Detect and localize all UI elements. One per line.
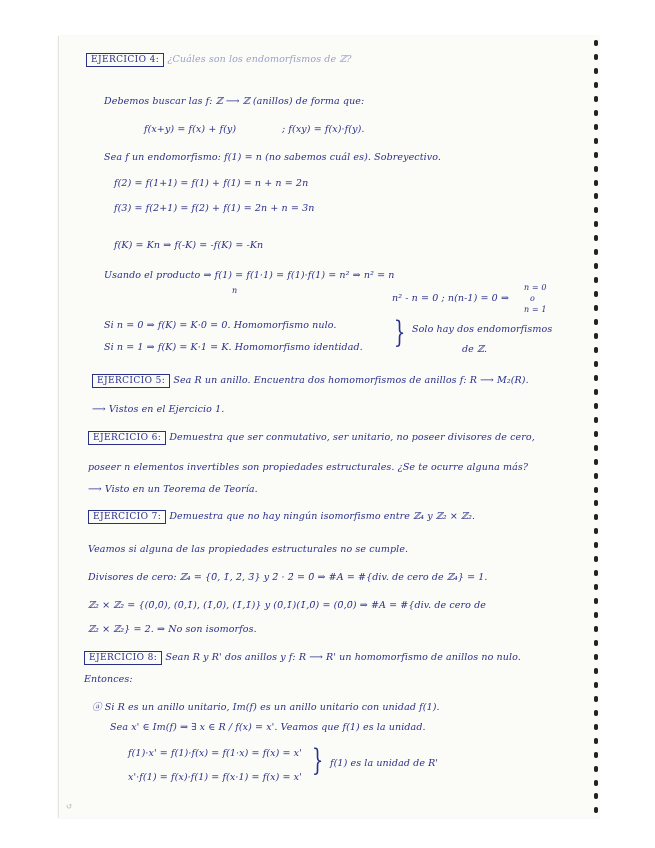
- subscript-n: n: [232, 286, 238, 295]
- text-line: Sea x' ∈ Im(f) ⇒ ∃ x ∈ R / f(x) = x'. Veamos que f(1) es la unidad.: [110, 722, 426, 733]
- conclusion-line: Solo hay dos endomorfismos: [412, 324, 553, 335]
- exercise-8-header: [84, 652, 521, 663]
- conclusion-line: de ℤ.: [462, 344, 488, 355]
- formula-line: x'·f(1) = f(x)·f(1) = f(x·1) = f(x) = x': [128, 772, 302, 783]
- exercise-4-header: [86, 54, 352, 65]
- text-line: poseer n elementos invertibles son propiedades estructurales. ¿Se te ocurre alguna más?: [88, 462, 529, 473]
- formula-line: f(3) = f(2+1) = f(2) + f(1) = 2n + n = 3n: [114, 203, 315, 214]
- exercise-6-header: [88, 432, 535, 443]
- formula-line: f(2) = f(1+1) = f(1) + f(1) = n + n = 2n: [114, 178, 309, 189]
- brace: }: [393, 315, 406, 350]
- formula-line: ℤ₂ × ℤ₂} = 2. ⇒ No son isomorfos.: [88, 624, 257, 635]
- exercise-4-question: ¿Cuáles son los endomorfismos de ℤ?: [167, 54, 352, 65]
- brace: }: [311, 743, 324, 778]
- exercise-6-statement: Demuestra que ser conmutativo, ser unitario, no poseer divisores de cero,: [169, 432, 535, 443]
- formula-line: Usando el producto ⇒ f(1) = f(1·1) = f(1)·f(1) = n² ⇒ n² = n: [104, 270, 395, 281]
- text-line: ⟶ Visto en un Teorema de Teoría.: [88, 484, 258, 495]
- text-line: Sea f un endomorfismo: f(1) = n (no sabemos cuál es). Sobreyectivo.: [104, 152, 442, 163]
- exercise-7-label: EJERCICIO 7:: [88, 510, 166, 524]
- exercise-7-statement: Demuestra que no hay ningún isomorfismo entre ℤ₄ y ℤ₂ × ℤ₂.: [169, 511, 476, 522]
- page-corner-mark: ↺: [66, 802, 73, 811]
- exercise-5-header: [92, 375, 529, 386]
- formula-line: Divisores de cero: ℤ₄ = {0̄, 1̄, 2̄, 3̄} y 2̄ · 2̄ = 0̄ ⇒ #A = #{div. de cero de ℤ₄} = 1.: [88, 572, 488, 583]
- text-line: Veamos si alguna de las propiedades estructurales no se cumple.: [88, 544, 409, 555]
- case-n0: Si n = 0 ⇒ f(K) = K·0 = 0. Homomorfismo nulo.: [104, 320, 337, 331]
- exercise-7-header: [88, 511, 475, 522]
- solution-n0: n = 0: [524, 283, 547, 292]
- text-line: ⓐ Si R es un anillo unitario, Im(f) es un anillo unitario con unidad f(1).: [92, 702, 440, 713]
- text-line: Entonces:: [84, 674, 133, 685]
- formula-line: n² - n = 0 ; n(n-1) = 0 ⇒: [392, 293, 510, 304]
- formula-line: ℤ₂ × ℤ₂ = {(0̄,0̄), (0̄,1̄), (1̄,0̄), (1̄,1̄)} y (0̄,1̄)(1̄,0̄) = (0̄,0̄) ⇒ #A = #{div. de cero de: [88, 600, 487, 611]
- conclusion-line: f(1) es la unidad de R': [330, 758, 439, 769]
- formula-product: ; f(xy) = f(x)·f(y).: [282, 124, 365, 135]
- formula-sum: f(x+y) = f(x) + f(y): [144, 124, 237, 135]
- solution-or: o: [530, 294, 535, 303]
- case-n1: Si n = 1 ⇒ f(K) = K·1 = K. Homomorfismo identidad.: [104, 342, 363, 353]
- exercise-5-label: EJERCICIO 5:: [92, 374, 170, 388]
- exercise-8-statement: Sean R y R' dos anillos y f: R ⟶ R' un homomorfismo de anillos no nulo.: [165, 652, 521, 663]
- text-line: ⟶ Vistos en el Ejercicio 1.: [92, 404, 225, 415]
- exercise-6-label: EJERCICIO 6:: [88, 431, 166, 445]
- exercise-8-label: EJERCICIO 8:: [84, 651, 162, 665]
- exercise-4-label: EJERCICIO 4:: [86, 53, 164, 67]
- exercise-5-statement: Sea R un anillo. Encuentra dos homomorfismos de anillos f: R ⟶ M₂(R).: [173, 375, 529, 386]
- formula-line: f(1)·x' = f(1)·f(x) = f(1·x) = f(x) = x': [128, 748, 302, 759]
- spiral-binding: [593, 40, 601, 814]
- formula-line: f(K) = Kn ⇒ f(-K) = -f(K) = -Kn: [114, 240, 264, 251]
- text-line: Debemos buscar las f: ℤ ⟶ ℤ (anillos) de forma que:: [104, 96, 365, 107]
- solution-n1: n = 1: [524, 305, 547, 314]
